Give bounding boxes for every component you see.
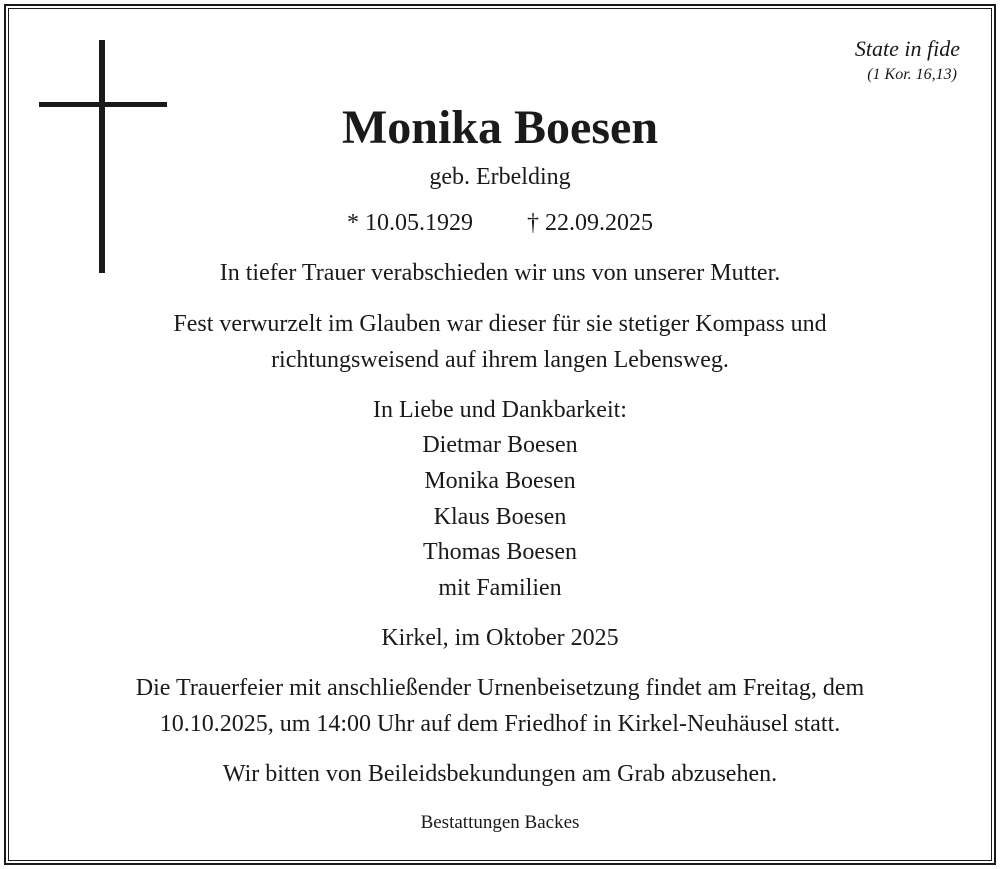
place-date: Kirkel, im Oktober 2025 (381, 625, 619, 651)
mourner-name: Klaus Boesen (433, 504, 567, 530)
deceased-name: Monika Boesen (341, 101, 659, 154)
cross-vertical-bar (99, 40, 105, 273)
mourner-name: Thomas Boesen (423, 539, 577, 565)
mourners-families: mit Familien (438, 575, 562, 601)
birth-name: geb. Erbelding (429, 164, 571, 190)
message-line-2b: richtungsweisend auf ihrem langen Lebensweg. (271, 347, 729, 373)
mourner-name: Dietmar Boesen (422, 432, 578, 458)
quote-text: State in fide (854, 36, 960, 61)
ceremony-line-2: 10.10.2025, um 14:00 Uhr auf dem Friedhof in Kirkel-Neuhäusel statt. (159, 711, 841, 737)
mourners-intro: In Liebe und Dankbarkeit: (373, 397, 627, 423)
message-line-1: In tiefer Trauer verabschieden wir uns von unserer Mutter. (219, 260, 781, 286)
message-line-2a: Fest verwurzelt im Glauben war dieser für sie stetiger Kompass und (173, 311, 827, 337)
death-date: † 22.09.2025 (527, 210, 653, 236)
quote-reference: (1 Kor. 16,13) (867, 66, 957, 83)
mourner-name: Monika Boesen (424, 468, 576, 494)
life-dates (0, 209, 1000, 237)
funeral-home: Bestattungen Backes (420, 812, 580, 833)
birth-date: * 10.05.1929 (347, 210, 473, 236)
condolence-request: Wir bitten von Beileidsbekundungen am Grab abzusehen. (222, 761, 778, 787)
bible-quote (855, 34, 960, 86)
ceremony-line-1: Die Trauerfeier mit anschließender Urnenbeisetzung findet am Freitag, dem (135, 675, 865, 701)
